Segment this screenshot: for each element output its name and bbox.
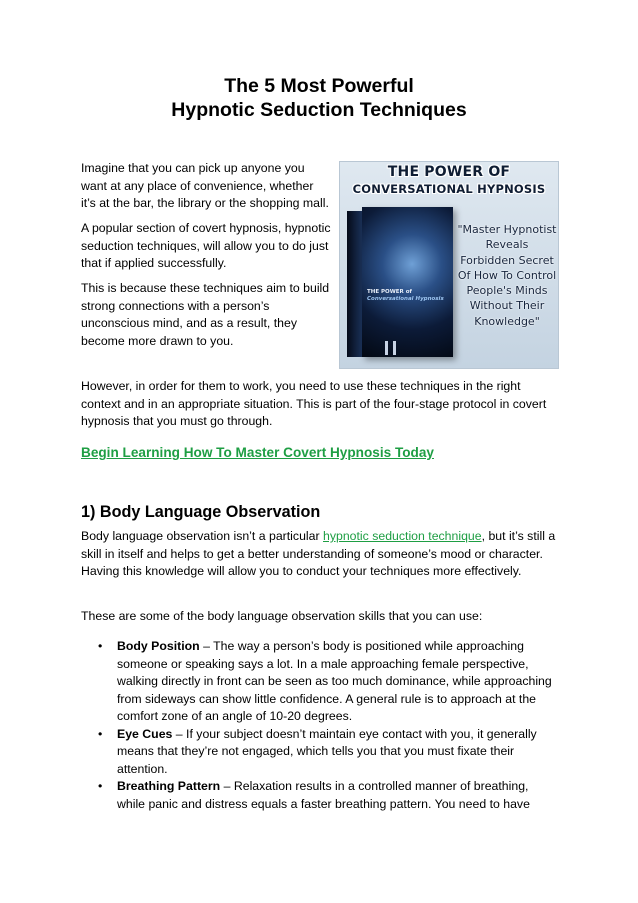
book-title — [367, 289, 447, 303]
product-banner-image[interactable] — [339, 161, 559, 369]
book-front — [362, 207, 453, 357]
banner-header — [340, 162, 558, 200]
cta-link[interactable]: Begin Learning How To Master Covert Hypnosis Today — [81, 445, 434, 460]
list-item-text: – Relaxation results in a controlled manner of breathing, while panic and distress equals a faster breathing pattern. You need to have — [117, 779, 530, 811]
bullet-icon: • — [98, 779, 103, 793]
person-silhouette-icon — [385, 341, 388, 355]
page-title — [0, 74, 638, 122]
book-spine — [347, 211, 362, 357]
book-cover-image — [347, 207, 453, 357]
intro-paragraph-3: This is because these techniques aim to build strong connections with a person’s unconscious mind, and as a result, they become more drawn to you. — [81, 281, 330, 348]
list-item-text: – The way a person’s body is positioned while approaching someone or speaking says a lot. In a male approaching female perspective, walking directly in front can be seen as too much dominance, while approaching from sideways can show little confidence. A general rule is to approach at the comfort zone of an angle of 10-20 degrees. — [117, 639, 552, 723]
list-item-term: Body Position — [117, 639, 200, 653]
list-item-term: Eye Cues — [117, 726, 173, 741]
person-silhouette-icon — [393, 341, 396, 355]
banner-quote: "Master Hypnotist Reveals Forbidden Secret Of How To Control People's Minds Without Their Knowledge" — [457, 223, 557, 328]
title-line-1: The 5 Most Powerful — [224, 75, 414, 97]
bullet-icon: • — [98, 726, 103, 741]
section-heading: 1) Body Language Observation — [81, 503, 321, 521]
intro-paragraph-1: Imagine that you can pick up anyone you want at any place of convenience, whether it’s at the bar, the library or the shopping mall. — [81, 161, 329, 210]
text-segment: Body language observation isn’t a particular — [81, 529, 323, 543]
bullet-list — [81, 638, 559, 813]
paragraph-however: However, in order for them to work, you need to use these techniques in the right context and in an appropriate situation. This is part of the four-stage protocol in covert hypnosis that you must go through. — [81, 379, 547, 428]
title-line-2: Hypnotic Seduction Techniques — [171, 99, 467, 121]
hypnotic-seduction-technique-link[interactable]: hypnotic seduction technique — [323, 529, 482, 543]
intro-paragraph-2: A popular section of covert hypnosis, hypnotic seduction techniques, will allow you to do just that if applied successfully. — [81, 221, 331, 270]
book-title-line-1: THE POWER of — [367, 289, 412, 295]
list-item — [81, 638, 559, 726]
banner-header-line-1: THE POWER OF — [387, 164, 511, 180]
banner-header-line-2: CONVERSATIONAL HYPNOSIS — [352, 182, 546, 196]
list-item-term: Breathing Pattern — [117, 779, 221, 793]
book-title-line-2: Conversational Hypnosis — [367, 296, 444, 302]
list-item — [81, 726, 559, 779]
list-item-text: – If your subject doesn’t maintain eye contact with you, it generally means that they’re not engaged, which tells you that you must fixate their attention. — [117, 726, 537, 776]
section-paragraph-2: These are some of the body language observation skills that you can use: — [81, 609, 483, 623]
bullet-icon: • — [98, 639, 103, 653]
section-paragraph-1 — [81, 528, 559, 581]
list-item — [81, 778, 559, 813]
text-segment: , but it’s still a skill in itself and helps to get a better understanding of someone’s mood or character. Having this knowledge will allow you to conduct your techniques more effectively. — [81, 529, 556, 578]
intro-column — [81, 160, 331, 358]
